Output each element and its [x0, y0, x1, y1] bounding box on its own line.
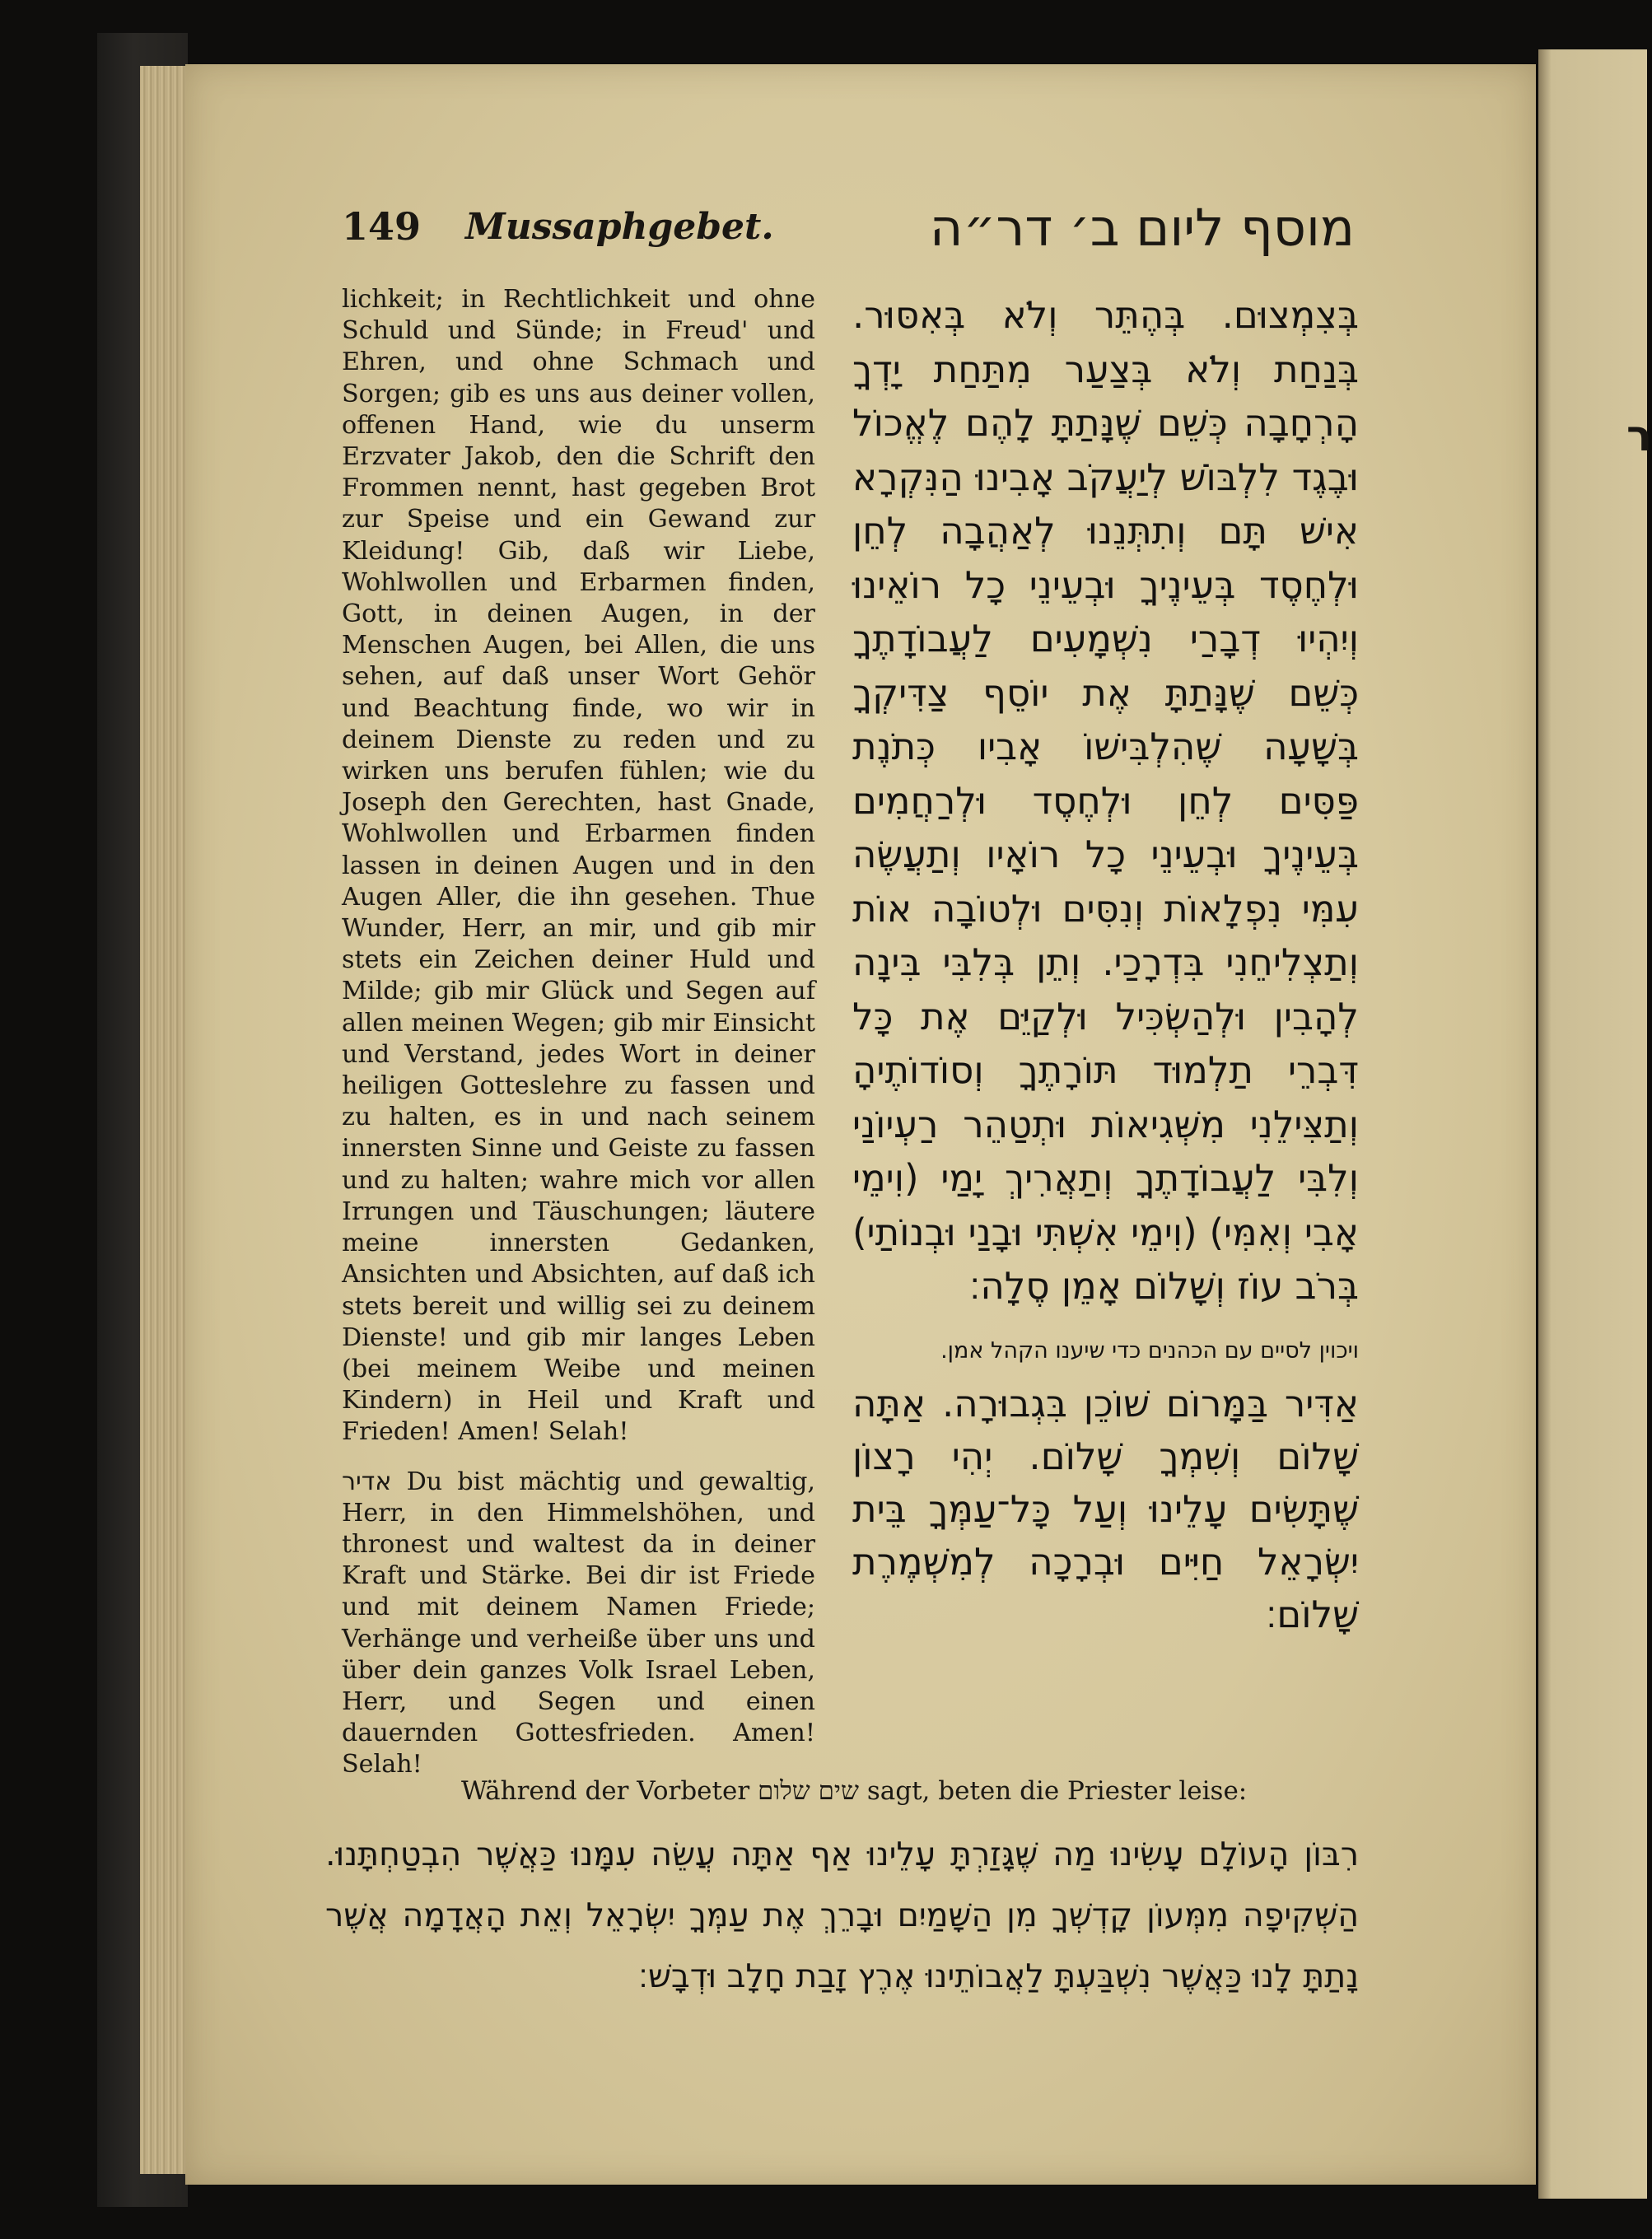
hebrew-adir-text: אַדִּיר בַּמָּרוֹם שׁוֹכֵן בִּגְבוּרָה. אַתָּה שָׁלוֹם וְשִׁמְךָ שָׁלוֹם. יְהִי רָצוֹן שֶׁתָּשִׂים עָלֵינוּ וְעַל כָּל־עַמְּךָ בֵּית יִשְׂרָאֵל חַיִּים וּבְרָכָה לְמִשְׁמֶרֶת שָׁלוֹם׃: [852, 1381, 1359, 1636]
german-paragraph-1: lichkeit; in Rechtlichkeit und ohne Schuld und Sünde; in Freud' und Ehren, und ohne Schmach und Sorgen; gib es uns aus deiner vollen, offenen Hand, wie du unserm Erzvater Jakob, den die Schrift den Frommen nennt, hast gegeben Brot zur Speise und ein Gewand zur Kleidung! Gib, daß wir Liebe, Wohlwollen und Erbarmen finden, Gott, in deinen Augen, in der Menschen Augen, bei Allen, die uns sehen, auf daß unser Wort Gehör und Beachtung finde, wo wir in deinem Dienste zu reden und zu wirken uns berufen fühlen; wie du Joseph den Gerechten, hast Gnade, Wohlwollen und Erbarmen finden lassen in deinen Augen und in den Augen Aller, die ihn gesehen. Thue Wunder, Herr, an mir, und gib mir stets ein Zeichen deiner Huld und Milde; gib mir Glück und Segen auf allen meinen Wegen; gib mir Einsicht und Verstand, jedes Wort in deiner heiligen Gotteslehre zu fassen und zu halten, es in und nach seinem innersten Sinne und Geiste zu fassen und zu halten; wahre mich vor allen Irrungen und Täuschungen; läutere meine innersten Gedanken, Ansichten und Absichten, auf daß ich stets bereit und willig sei zu deinem Dienste! und gib mir langes Leben (bei meinem Weibe und meinen Kindern) in Heil und Kraft und Frieden! Amen! Selah!: [342, 285, 815, 1447]
german-running-title: Mussaphgebet.: [465, 206, 774, 248]
page-number: 149: [342, 204, 422, 249]
facing-page-letter: ר: [1626, 412, 1652, 461]
priests-prayer-text: רִבּוֹן הָעוֹלָם עָשִׂינוּ מַה שֶּׁגָּזַרְתָּ עָלֵינוּ אַף אַתָּה עֲשֵׂה עִמָּנוּ כַּאֲשֶׁר הִבְטַחְתָּנוּ. הַשְׁקִיפָה מִמְּעוֹן קָדְשְׁךָ מִן הַשָּׁמַיִם וּבָרֵךְ אֶת עַמְּךָ יִשְׂרָאֵל וְאֵת הָאֲדָמָה אֲשֶׁר נָתַתָּ לָנוּ כַּאֲשֶׁר נִשְׁבַּעְתָּ לַאֲבוֹתֵינוּ אֶרֶץ זָבַת חָלָב וּדְבָשׁ׃: [325, 1836, 1359, 1995]
hebrew-cue-word: אדיר: [342, 1467, 392, 1496]
facing-page-edge: [1538, 49, 1647, 2199]
hebrew-prayer-text: בְּצִמְצוּם. בְּהֶתֵּר וְלֹא בְּאִסּוּר. בְּנַחַת וְלֹא בְּצַעַר מִתַּחַת יָדְךָ הָרְחָבָה כְּשֵׁם שֶׁנָּתַתָּ לָהֶם לֶאֱכוֹל וּבֶגֶד לִלְבּוֹשׁ לְיַעֲקֹב אָבִינוּ הַנִּקְרָא אִישׁ תָּם וְתִתְּנֵנוּ לְאַהֲבָה לְחֵן וּלְחֶסֶד בְּעֵינֶיךָ וּבְעֵינֵי כָל רוֹאֵינוּ וְיִהְיוּ דְבָרַי נִשְׁמָעִים לַעֲבוֹדָתֶךָ כְּשֵׁם שֶׁנָּתַתָּ אֶת יוֹסֵף צַדִּיקְךָ בְּשָׁעָה שֶׁהִלְבִּישׁוֹ אָבִיו כְּתֹנֶת פַּסִּים לְחֵן וּלְחֶסֶד וּלְרַחֲמִים בְּעֵינֶיךָ וּבְעֵינֵי כָל רוֹאָיו וְתַעֲשֶׂה עִמִּי נִפְלָאוֹת וְנִסִּים וּלְטוֹבָה אוֹת וְתַצְלִיחֵנִי בִּדְרָכַי. וְתֵן בְּלִבִּי בִּינָה לְהָבִין וּלְהַשְׂכִּיל וּלְקַיֵּם אֶת כָּל דִּבְרֵי תַלְמוּד תּוֹרָתֶךָ וְסוֹדוֹתֶיהָ וְתַצִּילֵנִי מִשְּׁגִיאוֹת וּתְטַהֵר רַעְיוֹנַי וְלִבִּי לַעֲבוֹדָתֶךָ וְתַאֲרִיךְ יָמַי (וִימֵי אָבִי וְאִמִּי) (וִימֵי אִשְׁתִּי וּבָנַי וּבְנוֹתַי) בְּרֹב עוֹז וְשָׁלוֹם אָמֵן סֶלָה׃: [852, 293, 1359, 1308]
priests-instruction: Während der Vorbeter שים שלום sagt, beten die Priester leise:: [461, 1776, 1248, 1806]
german-paragraph-2-text: Du bist mächtig und gewaltig, Herr, in den Himmelshöhen, und thronest und waltest da in deiner Kraft und Stärke. Bei dir ist Friede und mit deinem Namen Friede; Verhänge und verheiße über uns und über dein ganzes Volk Israel Leben, Herr, und Segen und einen dauernden Gottesfrieden. Amen! Selah!: [342, 1467, 815, 1780]
hebrew-prayer-column: [852, 288, 1359, 1641]
german-translation-column: [342, 284, 815, 1781]
priests-prayer: [325, 1824, 1359, 2007]
german-paragraph-2: [342, 1467, 815, 1781]
page-edges: [140, 66, 189, 2174]
hebrew-running-title: מוסף ליום ב׳ דר״ה: [929, 198, 1355, 258]
page-header: [342, 198, 1355, 262]
hebrew-instruction: ויכוין לסיים עם הכהנים כדי שיענו הקהל אמן.: [940, 1337, 1359, 1364]
